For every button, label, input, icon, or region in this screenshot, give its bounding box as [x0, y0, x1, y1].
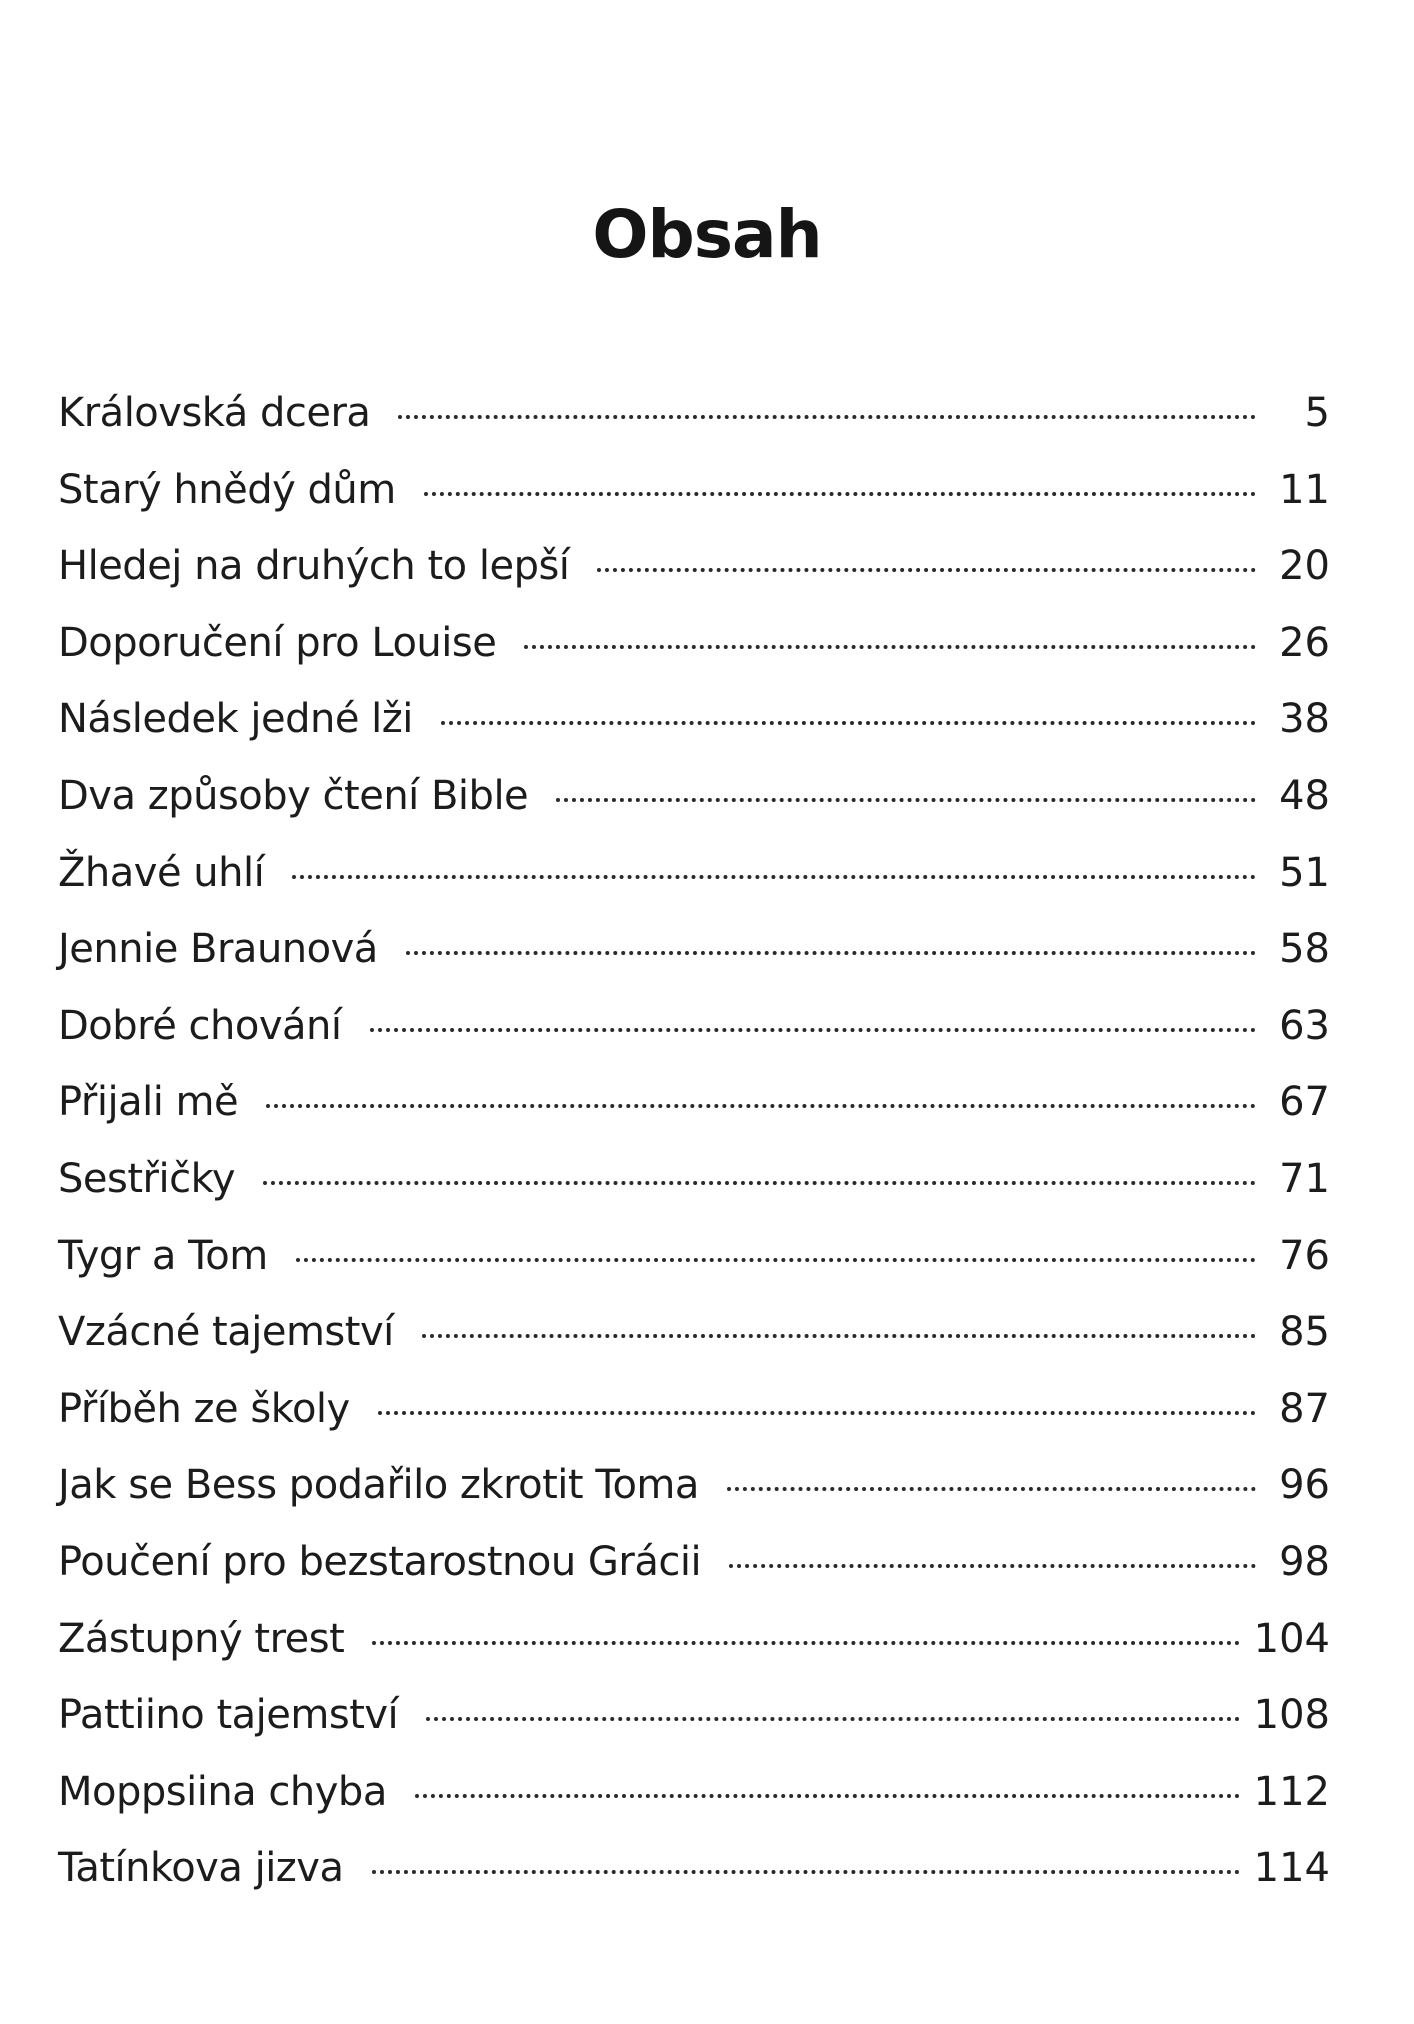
- toc-entry-page-number: 11: [1279, 466, 1330, 513]
- toc-entry: [58, 1524, 1330, 1601]
- toc-entry-title: Tatínkova jizva: [58, 1845, 344, 1892]
- toc-entry: [58, 911, 1330, 988]
- toc-entry: [58, 835, 1330, 912]
- toc-entry-title: Moppsiina chyba: [58, 1768, 387, 1815]
- dot-leader: [406, 951, 1256, 955]
- dot-leader: [524, 645, 1256, 649]
- toc-entry: [58, 1218, 1330, 1295]
- toc-entry-title: Starý hnědý dům: [58, 466, 396, 513]
- dot-leader: [441, 721, 1256, 725]
- dot-leader: [398, 415, 1256, 419]
- toc-entry-title: Příběh ze školy: [58, 1385, 350, 1432]
- toc-entry-page-number: 76: [1279, 1232, 1330, 1279]
- toc-entry-page-number: 104: [1253, 1615, 1330, 1662]
- toc-entry-title: Dva způsoby čtení Bible: [58, 772, 529, 819]
- dot-leader: [372, 1641, 1239, 1645]
- toc-entry-title: Zástupný trest: [58, 1615, 345, 1662]
- toc-entry: [58, 758, 1330, 835]
- dot-leader: [556, 798, 1256, 802]
- dot-leader: [426, 1717, 1239, 1721]
- toc-entry: [58, 605, 1330, 682]
- toc-entry-page-number: 96: [1279, 1462, 1330, 1509]
- toc-entry-page-number: 67: [1279, 1079, 1330, 1126]
- toc-entry-title: Následek jedné lži: [58, 696, 413, 743]
- toc-entry-title: Dobré chování: [58, 1002, 342, 1049]
- toc-entry: [58, 1677, 1330, 1754]
- toc-entry-title: Vzácné tajemství: [58, 1309, 394, 1356]
- dot-leader: [263, 1181, 1256, 1185]
- toc-entry: [58, 528, 1330, 605]
- toc-entry-page-number: 48: [1279, 772, 1330, 819]
- toc-entry-title: Královská dcera: [58, 390, 371, 436]
- dot-leader: [729, 1564, 1256, 1568]
- toc-entry-page-number: 5: [1304, 390, 1330, 436]
- toc-entry-page-number: 112: [1253, 1768, 1330, 1815]
- dot-leader: [415, 1794, 1240, 1798]
- toc-entry-title: Žhavé uhlí: [58, 849, 265, 896]
- toc-entry-page-number: 71: [1279, 1155, 1330, 1202]
- toc-entry-page-number: 63: [1279, 1002, 1330, 1049]
- toc-entry-title: Hledej na druhých to lepší: [58, 543, 570, 590]
- dot-leader: [597, 568, 1256, 572]
- page-title: Obsah: [592, 196, 822, 274]
- toc-entry-title: Sestřičky: [58, 1155, 235, 1202]
- toc-entry: [58, 1754, 1330, 1831]
- toc-entry-title: Tygr a Tom: [58, 1232, 268, 1279]
- toc-entry: [58, 1064, 1330, 1141]
- toc-entry-title: Poučení pro bezstarostnou Grácii: [58, 1538, 702, 1585]
- dot-leader: [266, 1104, 1256, 1108]
- toc-entry-page-number: 108: [1253, 1692, 1330, 1739]
- toc-entry: [58, 1830, 1330, 1907]
- toc-entry-page-number: 51: [1279, 849, 1330, 896]
- dot-leader: [372, 1870, 1240, 1874]
- toc-entry-page-number: 20: [1279, 543, 1330, 590]
- toc-entry: [58, 681, 1330, 758]
- toc-entry-page-number: 85: [1279, 1309, 1330, 1356]
- toc-entry: [58, 1294, 1330, 1371]
- toc-entry: [58, 1141, 1330, 1218]
- toc-entry-title: Jak se Bess podařilo zkrotit Toma: [58, 1462, 699, 1509]
- toc-entry-title: Pattiino tajemství: [58, 1692, 399, 1739]
- toc-entry-title: Jennie Braunová: [58, 926, 378, 973]
- dot-leader: [378, 1411, 1256, 1415]
- toc-entry-title: Přijali mě: [58, 1079, 239, 1126]
- toc-entry-page-number: 98: [1279, 1538, 1330, 1585]
- dot-leader: [424, 492, 1256, 496]
- toc-entry-title: Doporučení pro Louise: [58, 619, 497, 666]
- table-of-contents: [58, 375, 1330, 1907]
- toc-entry: [58, 1371, 1330, 1448]
- toc-entry-page-number: 58: [1279, 926, 1330, 973]
- dot-leader: [292, 875, 1256, 879]
- toc-entry-page-number: 38: [1279, 696, 1330, 743]
- toc-entry-page-number: 26: [1279, 619, 1330, 666]
- toc-entry: [58, 1447, 1330, 1524]
- toc-entry: [58, 375, 1330, 452]
- toc-entry: [58, 452, 1330, 529]
- dot-leader: [370, 1028, 1256, 1032]
- toc-entry-page-number: 87: [1279, 1385, 1330, 1432]
- toc-entry: [58, 1601, 1330, 1678]
- dot-leader: [422, 1334, 1256, 1338]
- dot-leader: [727, 1487, 1256, 1491]
- dot-leader: [296, 1258, 1256, 1262]
- toc-entry-page-number: 114: [1253, 1845, 1330, 1892]
- toc-entry: [58, 988, 1330, 1065]
